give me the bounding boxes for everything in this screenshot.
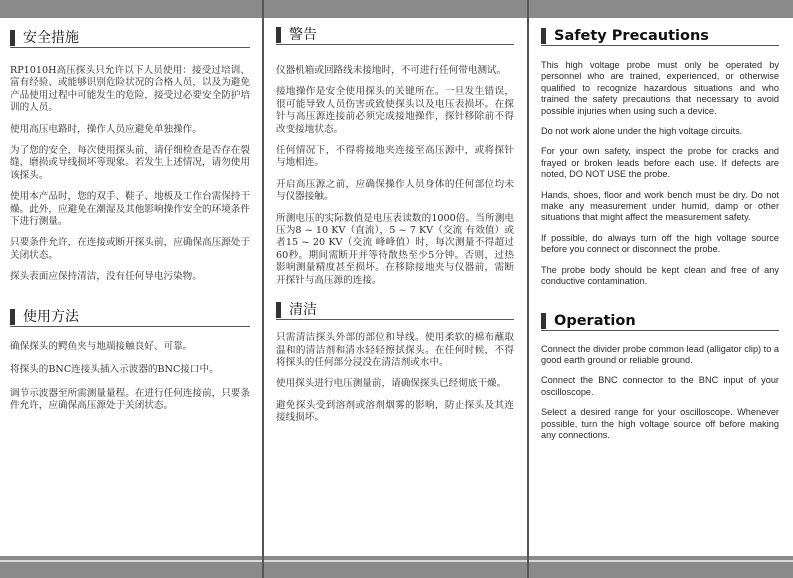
paragraph: 将探头的BNC连接头插入示波器的BNC接口中。 (10, 364, 219, 376)
section-marker-icon (276, 27, 281, 43)
paragraph: 为了您的安全，每次使用探头前，请仔细检查是否存在裂缝、磨损或导线损坏等现象。若发生上述情况，请勿使用该探头。 (10, 145, 250, 181)
section-title: Safety Precautions (554, 28, 709, 44)
paragraph: 开启高压源之前，应确保操作人员身体的任何部位均未与仪器接触。 (276, 178, 514, 203)
paragraph: Hands, shoes, floor and work bench must be dry. Do not make any measurement under humid, damp or other situations that might affect the measurement safety. (541, 189, 779, 223)
paragraph: 任何情况下，不得将接地夹连接至高压源中，或将探针与地相连。 (276, 145, 514, 169)
paragraph: 调节示波器至所需测量量程。在进行任何连接前，只要条件允许，应确保高压源处于关闭状态。 (10, 387, 250, 411)
paragraph: 避免探头受到溶剂或溶剂烟雾的影响，防止探头及其连接线损坏。 (276, 399, 514, 424)
section-title: 清洁 (289, 302, 317, 319)
column-chinese-right (276, 18, 514, 425)
column-chinese-left (10, 18, 250, 412)
top-bar (0, 0, 793, 18)
paragraph: 所测电压的实际数值是电压表读数的1000倍。当所测电压为8 ~ 10 KV（直流），5 ~ 7 KV（交流 有效值）或者15 ~ 20 KV（交流 峰峰值）时，每次测量不得超过60秒。期间需断开并等待散热至少5分钟。否则，过热影响测量精度甚至损坏。在移除接地夹与仪器前，需断开探针与高压源的连接。 (276, 212, 514, 286)
column-divider-1 (262, 0, 264, 578)
section-title: Operation (554, 312, 636, 329)
paragraph: If possible, do always turn off the high voltage source before you connect or disconnect the probe. (541, 232, 779, 255)
paragraph: RP1010H高压探头只允许以下人员使用：接受过培训、富有经验、或能够识别危险状况的合格人员，以及为避免产品使用过程中可能发生的危险，接受过必要安全防护培训的人员。 (10, 65, 250, 114)
paragraph: 使用高压电路时，操作人员应避免单独操作。 (10, 123, 202, 135)
paragraph: 接地操作是安全使用探头的关键所在。一旦发生错误，很可能导致人员伤害或致使探头以及电压表损坏。在探针与高压源连接前必须完成接地操作，探针移除前不得改变接地状态。 (276, 86, 514, 135)
paragraph: 只需清洁探头外部的部位和导线。使用柔软的棉布蘸取温和的清洁剂和清水轻轻擦拭探头。在任何时候，不得将探头的任何部分浸没在清洁剂或水中。 (276, 332, 514, 368)
paragraph: Do not work alone under the high voltage circuits. (541, 126, 743, 137)
paragraph: For your own safety, inspect the probe for cracks and frayed or broken leads before each use. If defects are noted, DO NOT USE the probe. (541, 146, 779, 180)
bottom-bar (0, 556, 793, 578)
section-title: 警告 (289, 27, 317, 43)
paragraph: Connect the divider probe common lead (alligator clip) to a good earth ground or reliable ground. (541, 343, 779, 365)
section-header-usage-zh (10, 306, 250, 327)
paragraph: 探头表面应保持清洁，没有任何导电污染物。 (10, 271, 202, 283)
paragraph: 仪器机箱或回路线未接地时，不可进行任何带电测试。 (276, 65, 507, 76)
column-english (541, 18, 779, 441)
section-title: 使用方法 (23, 308, 79, 325)
paragraph: This high voltage probe must only be operated by personnel who are trained, experienced, or otherwise qualified to recognize hazardous situations and who trained the safety precautions that necessary to avoid possible injuries when using such a device. (541, 60, 779, 116)
paragraph: 确保探头的鳄鱼夹与地端接触良好、可靠。 (10, 340, 193, 352)
section-header-safety-en (541, 25, 779, 46)
paragraph: Select a desired range for your oscilloscope. Whenever possible, turn the high voltage source off before making any connections. (541, 407, 779, 440)
section-title: 安全措施 (23, 30, 79, 46)
section-marker-icon (10, 309, 15, 325)
paragraph: The probe body should be kept clean and free of any conductive contamination. (541, 264, 779, 287)
paragraph: 只要条件允许，在连接或断开探头前，应确保高压源处于关闭状态。 (10, 237, 250, 261)
paragraph: 使用本产品时，您的双手、鞋子、地板及工作台需保持干燥。此外，应避免在潮湿及其他影响操作安全的环境条件下进行测量。 (10, 191, 250, 228)
section-header-cleaning-zh (276, 299, 514, 320)
section-marker-icon (276, 302, 281, 318)
column-divider-2 (527, 0, 529, 578)
section-header-safety-zh (10, 27, 250, 48)
section-header-operation-en (541, 310, 779, 331)
bottom-bar-stripe (0, 560, 793, 562)
paragraph: 使用探头进行电压测量前，请确保探头已经彻底干燥。 (276, 378, 507, 390)
section-header-warning-zh (276, 24, 514, 45)
section-marker-icon (541, 313, 546, 329)
paragraph: Connect the BNC connector to the BNC input of your oscilloscope. (541, 375, 779, 397)
section-marker-icon (10, 30, 15, 46)
section-marker-icon (541, 28, 546, 44)
